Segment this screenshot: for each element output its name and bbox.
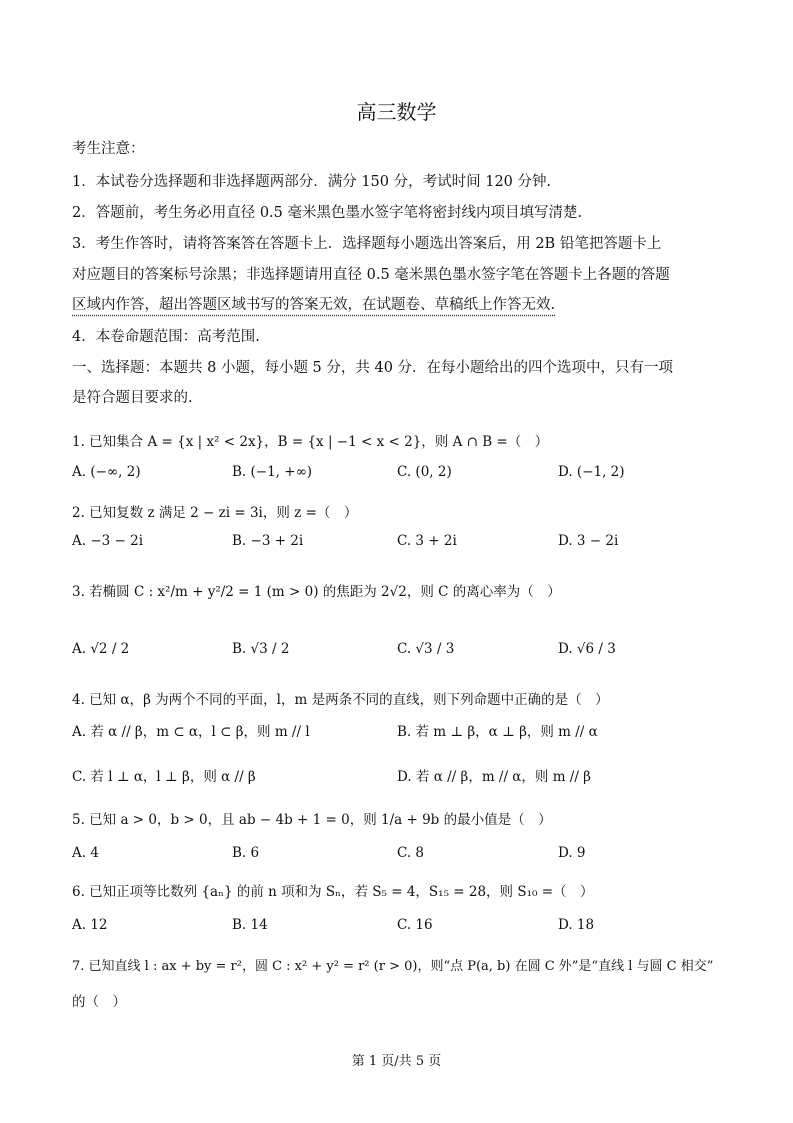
- question-1-option-c: C. (0, 2): [397, 464, 452, 480]
- question-7-stem-continued: 的（ ）: [72, 994, 126, 1010]
- question-2-option-c: C. 3 + 2i: [397, 533, 457, 549]
- question-4-option-a: A. 若 α // β，m ⊂ α，l ⊂ β，则 m // l: [72, 724, 310, 740]
- question-2-option-d: D. 3 − 2i: [558, 533, 619, 549]
- question-4-option-c: C. 若 l ⊥ α，l ⊥ β，则 α // β: [72, 769, 256, 785]
- question-5-option-c: C. 8: [397, 845, 425, 861]
- notice-item-3-line-2: 对应题目的答案标号涂黑；非选择题请用直径 0.5 毫米黑色墨水签字笔在答题卡上各题的答题: [72, 267, 670, 283]
- question-2-option-b: B. −3 + 2i: [232, 533, 304, 549]
- notice-heading: 考生注意：: [72, 141, 145, 157]
- page-footer: 第 1 页/共 5 页: [351, 1054, 442, 1069]
- question-3-option-a: A. √2 / 2: [72, 641, 130, 657]
- notice-item-3-line-1: 3．考生作答时，请将答案答在答题卡上．选择题每小题选出答案后，用 2B 铅笔把答题卡上: [72, 236, 662, 252]
- notice-item-1: 1．本试卷分选择题和非选择题两部分．满分 150 分，考试时间 120 分钟.: [72, 174, 552, 190]
- question-5-option-d: D. 9: [558, 845, 586, 861]
- question-5-option-b: B. 6: [232, 845, 260, 861]
- page-title: 高三数学: [356, 100, 437, 124]
- section-heading-line-2: 是符合题目要求的.: [72, 390, 193, 406]
- section-heading-line-1: 一、选择题：本题共 8 小题，每小题 5 分，共 40 分．在每小题给出的四个选项中，只有一项: [72, 360, 674, 376]
- question-3-option-c: C. √3 / 3: [397, 641, 455, 657]
- notice-item-3-line-3: 区域内作答，超出答题区域书写的答案无效，在试题卷、草稿纸上作答无效.: [72, 297, 556, 313]
- question-2-option-a: A. −3 − 2i: [72, 533, 144, 549]
- notice-item-4: 4．本卷命题范围：高考范围.: [72, 329, 260, 345]
- question-6-option-a: A. 12: [72, 917, 108, 933]
- question-3-stem: 3. 若椭圆 C : x²/m + y²/2 = 1 (m > 0) 的焦距为 2√2，则 C 的离心率为（ ）: [72, 584, 561, 600]
- question-5-stem: 5. 已知 a > 0，b > 0，且 ab − 4b + 1 = 0，则 1/a + 9b 的最小值是（ ）: [72, 812, 552, 828]
- question-6-option-d: D. 18: [558, 917, 595, 933]
- question-6-option-b: B. 14: [232, 917, 268, 933]
- question-1-option-a: A. (−∞, 2): [72, 464, 141, 480]
- question-4-option-b: B. 若 m ⊥ β，α ⊥ β，则 m // α: [397, 724, 598, 740]
- question-3-option-b: B. √3 / 2: [232, 641, 290, 657]
- question-4-stem: 4. 已知 α，β 为两个不同的平面，l，m 是两条不同的直线，则下列命题中正确的是（ ）: [72, 692, 609, 708]
- question-6-option-c: C. 16: [397, 917, 433, 933]
- question-7-stem: 7. 已知直线 l : ax + by = r²，圆 C : x² + y² = r² (r > 0)，则“点 P(a, b) 在圆 C 外”是“直线 l 与圆 C 相交”: [72, 959, 714, 974]
- question-1-option-b: B. (−1, +∞): [232, 464, 313, 480]
- question-6-stem: 6. 已知正项等比数列 {aₙ} 的前 n 项和为 Sₙ，若 S₅ = 4，S₁₅ = 28，则 S₁₀ =（ ）: [72, 884, 594, 900]
- notice-item-2: 2．答题前，考生务必用直径 0.5 毫米黑色墨水签字笔将密封线内项目填写清楚.: [72, 205, 583, 221]
- question-1-stem: 1. 已知集合 A = {x | x² < 2x}，B = {x | −1 < x < 2}，则 A ∩ B =（ ）: [72, 434, 549, 450]
- question-3-option-d: D. √6 / 3: [558, 641, 616, 657]
- question-5-option-a: A. 4: [72, 845, 99, 861]
- question-1-option-d: D. (−1, 2): [558, 464, 625, 480]
- question-2-stem: 2. 已知复数 z 满足 2 − zi = 3i，则 z =（ ）: [72, 505, 358, 521]
- question-4-option-d: D. 若 α // β，m // α，则 m // β: [397, 769, 591, 785]
